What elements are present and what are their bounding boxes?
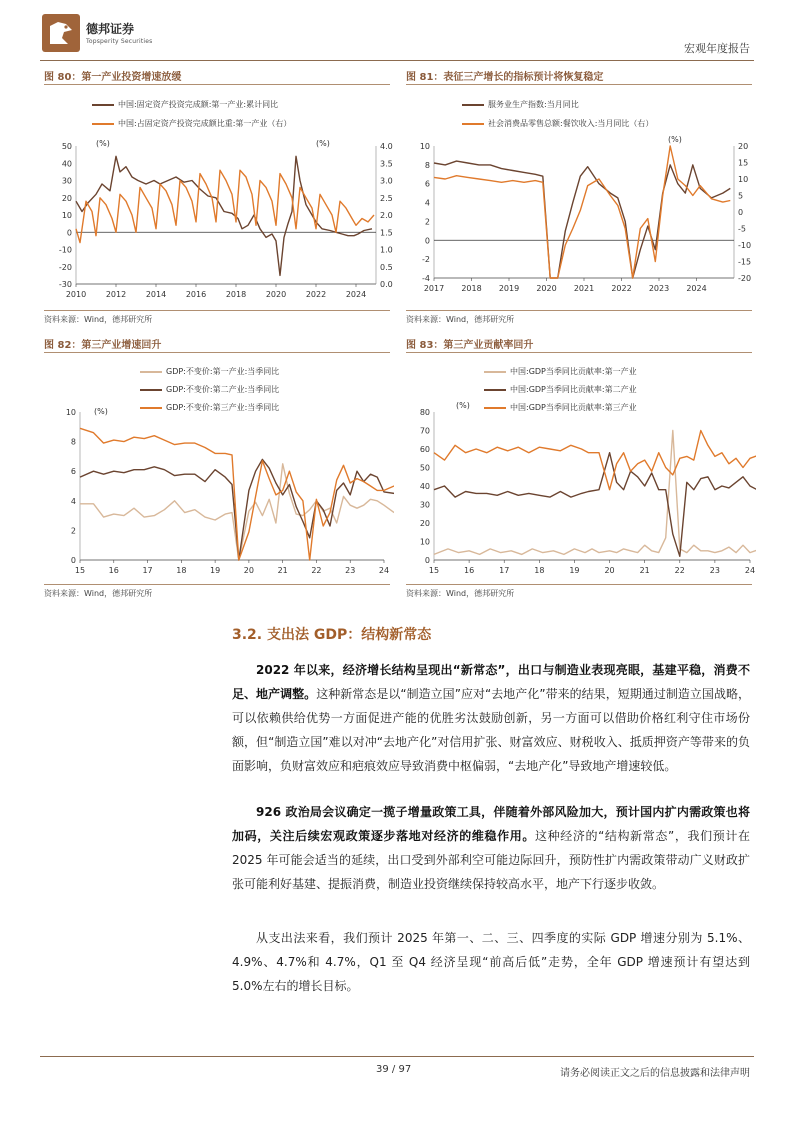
- y-tick-label-left: 0: [424, 556, 430, 565]
- figure-82-legend-1: [140, 366, 279, 377]
- x-tick-label: 18: [534, 566, 545, 575]
- legend-label: 中国:占固定资产投资完成额比重:第一产业（右）: [118, 119, 292, 128]
- y-tick-label-right: 2.5: [380, 193, 393, 203]
- y-tick-label-left: 2: [424, 217, 430, 227]
- legend-swatch: [140, 371, 162, 373]
- x-tick-label: 2019: [498, 284, 520, 293]
- y-tick-label-right: 1.0: [380, 245, 393, 255]
- series-line-1: [76, 156, 372, 275]
- y-tick-label-left: 70: [419, 426, 430, 436]
- y-tick-label-left: 0: [66, 228, 72, 238]
- figure-83-rule: [406, 352, 752, 353]
- series-line-3: [80, 428, 394, 560]
- figure-83-chart: [406, 402, 756, 580]
- figure-82-source: 资料来源：Wind，德邦研究所: [44, 589, 153, 598]
- figure-80-source: 资料来源：Wind，德邦研究所: [44, 315, 153, 324]
- y-tick-label-left: 6: [424, 179, 430, 189]
- series-line-2: [434, 453, 756, 557]
- figure-80-title: 图 80：第一产业投资增速放缓: [44, 72, 182, 83]
- x-tick-label: 2016: [185, 290, 207, 299]
- unit-label-left: (%): [94, 407, 108, 416]
- y-tick-label-left: -2: [422, 255, 430, 265]
- x-tick-label: 2024: [686, 284, 707, 293]
- report-type: 宏观年度报告: [684, 42, 750, 55]
- x-tick-label: 21: [277, 566, 288, 575]
- series-line-1: [434, 431, 756, 555]
- figure-83-legend-1: [484, 366, 637, 377]
- figure-82-title: 图 82：第三产业增速回升: [44, 340, 162, 351]
- x-tick-label: 16: [464, 566, 475, 575]
- x-tick-label: 19: [569, 566, 580, 575]
- series-line-2: [434, 146, 730, 278]
- header-rule: [40, 60, 754, 61]
- x-tick-label: 2020: [265, 290, 287, 299]
- x-tick-label: 19: [210, 566, 221, 575]
- x-tick-label: 24: [744, 566, 756, 575]
- figure-82-legend-2: [140, 384, 279, 395]
- figure-81-source: 资料来源：Wind，德邦研究所: [406, 315, 515, 324]
- x-tick-label: 20: [604, 566, 615, 575]
- series-line-2: [76, 170, 374, 242]
- paragraph-2: [232, 800, 750, 896]
- figure-81-chart: [406, 134, 756, 306]
- paragraph-2-bold: 926 政治局会议确定一揽子增量政策工具，伴随着外部风险加大，预计国内扩内需政策也将加码，关注后续宏观政策逐步落地对经济的维稳作用。: [232, 805, 750, 843]
- y-tick-label-right: 0.0: [380, 280, 393, 289]
- logo-name-en: Topsperity Securities: [86, 38, 153, 45]
- logo-mark-icon: [42, 14, 80, 52]
- y-tick-label-right: 10: [738, 175, 749, 184]
- x-tick-label: 2018: [225, 290, 247, 299]
- y-tick-label-left: 20: [61, 193, 72, 203]
- figure-81-title: 图 81：表征三产增长的指标预计将恢复稳定: [406, 72, 604, 83]
- x-tick-label: 2012: [105, 290, 127, 299]
- y-tick-label-left: 30: [419, 500, 430, 510]
- y-tick-label-left: 10: [419, 537, 430, 547]
- legend-swatch: [92, 123, 114, 125]
- x-tick-label: 18: [176, 566, 187, 575]
- paragraph-1-bold: 2022 年以来，经济增长结构呈现出“新常态”，出口与制造业表现亮眼，基建平稳，消费不足、地产调整。: [232, 663, 750, 701]
- figure-83-source: 资料来源：Wind，德邦研究所: [406, 589, 515, 598]
- figure-81-bottom-rule: [406, 310, 752, 311]
- y-tick-label-left: -30: [58, 280, 72, 289]
- y-tick-label-right: 2.0: [380, 211, 393, 220]
- figure-80-legend-2: [92, 118, 291, 129]
- x-tick-label: 17: [142, 566, 153, 575]
- y-tick-label-right: 4.0: [380, 142, 393, 151]
- paragraph-3-text: 从支出法来看，我们预计 2025 年第一、二、三、四季度的实际 GDP 增速分别为 5.1%、4.9%、4.7%和 4.7%，Q1 至 Q4 经济呈现“前高后低”走势，全年 GDP 增速预计有望达到 5.0%左右的增长目标。: [232, 931, 750, 993]
- legend-label: 服务业生产指数:当月同比: [488, 100, 579, 109]
- paragraph-3: [232, 926, 750, 998]
- paragraph-1: [232, 658, 750, 778]
- figure-81-rule: [406, 84, 752, 85]
- y-tick-label-right: -15: [738, 257, 752, 267]
- legend-label: 中国:GDP当季同比贡献率:第三产业: [510, 403, 637, 412]
- x-tick-label: 23: [709, 566, 720, 575]
- y-tick-label-right: 3.5: [380, 159, 393, 169]
- x-tick-label: 22: [311, 566, 322, 575]
- x-tick-label: 2022: [305, 290, 327, 299]
- legend-label: 中国:固定资产投资完成额:第一产业:累计同比: [118, 100, 279, 109]
- figure-82-chart: [44, 402, 394, 580]
- x-tick-label: 16: [108, 566, 119, 575]
- y-tick-label-left: 50: [61, 142, 72, 151]
- y-tick-label-left: 8: [70, 437, 76, 447]
- x-tick-label: 2021: [573, 284, 595, 293]
- unit-label-right: (%): [316, 139, 330, 148]
- y-tick-label-left: 30: [61, 176, 72, 186]
- x-tick-label: 2010: [65, 290, 87, 299]
- figure-80-bottom-rule: [44, 310, 390, 311]
- footer-rule: [40, 1056, 754, 1057]
- figure-83-title: 图 83：第三产业贡献率回升: [406, 340, 534, 351]
- y-tick-label-left: -20: [58, 262, 72, 272]
- unit-label-left: (%): [456, 402, 470, 410]
- y-tick-label-right: 15: [738, 158, 749, 168]
- figure-81-legend-2: [462, 118, 653, 129]
- y-tick-label-right: -5: [738, 224, 746, 234]
- figure-83-legend-2: [484, 384, 637, 395]
- figure-81-legend-1: [462, 99, 579, 110]
- figure-82-rule: [44, 352, 390, 353]
- legend-swatch: [462, 123, 484, 125]
- figure-80-legend-1: [92, 99, 278, 110]
- page-number: 39 / 97: [376, 1064, 412, 1075]
- y-tick-label-right: 0: [738, 208, 744, 217]
- y-tick-label-left: 2: [70, 526, 76, 536]
- y-tick-label-left: 80: [419, 408, 430, 417]
- figure-82-bottom-rule: [44, 584, 390, 585]
- legend-swatch: [92, 104, 114, 106]
- legend-swatch: [140, 389, 162, 391]
- figure-83-bottom-rule: [406, 584, 752, 585]
- x-tick-label: 2018: [461, 284, 482, 293]
- legend-label: 社会消费品零售总额:餐饮收入:当月同比（右）: [488, 119, 654, 128]
- y-tick-label-left: 0: [70, 556, 76, 565]
- x-tick-label: 2020: [536, 284, 557, 293]
- y-tick-label-right: -10: [738, 241, 752, 250]
- figure-80-rule: [44, 84, 390, 85]
- y-tick-label-left: 4: [424, 198, 430, 208]
- paragraph-1-text: 这种新常态是以“制造立国”应对“去地产化”带来的结果，短期通过制造立国战略，可以依赖供给优势一方面促进产能的优胜劣汰鼓励创新，另一方面可以借助价格红利守住市场份额，但“制造立国”难以对冲“去地产化”对信用扩张、财富效应、财税收入、抵质押资产等带来的负面影响，负财富效应和疤痕效应导致消费中枢偏弱，“去地产化”导致地产增速较低。: [232, 687, 750, 773]
- page-header: [0, 0, 794, 62]
- legend-label: 中国:GDP当季同比贡献率:第一产业: [510, 367, 637, 376]
- legend-swatch: [484, 371, 506, 373]
- y-tick-label-right: 5: [738, 191, 744, 201]
- figure-80-chart: [44, 134, 394, 306]
- x-tick-label: 15: [428, 566, 440, 575]
- footer-disclaimer: 请务必阅读正文之后的信息披露和法律声明: [560, 1068, 750, 1079]
- unit-label-right: (%): [668, 135, 682, 144]
- x-tick-label: 2024: [345, 290, 367, 299]
- y-tick-label-left: 40: [61, 159, 72, 169]
- y-tick-label-right: 20: [738, 142, 749, 151]
- y-tick-label-left: 40: [419, 482, 430, 491]
- y-tick-label-left: 10: [65, 408, 76, 417]
- paragraph-2-text: 这种经济的“结构新常态”，我们预计在 2025 年可能会适当的延续，出口受到外部利空可能边际回升，预防性扩内需政策带动广义财政扩张可能利好基建、提振消费，制造业投资继续保持较高水平，地产下行逐步收敛。: [232, 829, 750, 891]
- y-tick-label-left: 0: [424, 236, 430, 246]
- x-tick-label: 15: [74, 566, 86, 575]
- x-tick-label: 2014: [145, 290, 167, 299]
- legend-swatch: [462, 104, 484, 106]
- y-tick-label-right: 1.5: [380, 228, 393, 238]
- y-tick-label-right: 0.5: [380, 262, 393, 272]
- legend-label: GDP:不变价:第一产业:当季同比: [166, 367, 280, 376]
- y-tick-label-left: 10: [61, 211, 72, 220]
- section-heading: 3.2. 支出法 GDP：结构新常态: [232, 627, 432, 643]
- y-tick-label-left: 4: [70, 496, 76, 506]
- y-tick-label-left: 6: [70, 467, 76, 477]
- y-tick-label-right: 3.0: [380, 176, 393, 186]
- x-tick-label: 21: [639, 566, 650, 575]
- y-tick-label-left: -4: [422, 274, 430, 283]
- x-tick-label: 20: [243, 566, 254, 575]
- y-tick-label-left: 10: [419, 142, 430, 151]
- y-tick-label-left: 8: [424, 160, 430, 170]
- x-tick-label: 17: [499, 566, 510, 575]
- logo-name-cn: 德邦证券: [86, 22, 135, 36]
- y-tick-label-left: 20: [419, 519, 430, 528]
- x-tick-label: 2023: [648, 284, 670, 293]
- unit-label-left: (%): [96, 139, 110, 148]
- legend-label: GDP:不变价:第三产业:当季同比: [166, 403, 280, 412]
- company-logo: [42, 14, 80, 52]
- x-tick-label: 22: [674, 566, 685, 575]
- x-tick-label: 2022: [611, 284, 632, 293]
- legend-label: 中国:GDP当季同比贡献率:第二产业: [510, 385, 637, 394]
- y-tick-label-left: 50: [419, 463, 430, 473]
- legend-swatch: [484, 389, 506, 391]
- y-tick-label-left: 60: [419, 445, 430, 454]
- y-tick-label-right: -20: [738, 274, 752, 283]
- series-line-3: [434, 431, 756, 490]
- legend-label: GDP:不变价:第二产业:当季同比: [166, 385, 280, 394]
- x-tick-label: 24: [378, 566, 390, 575]
- y-tick-label-left: -10: [58, 245, 72, 255]
- x-tick-label: 23: [345, 566, 356, 575]
- x-tick-label: 2017: [423, 284, 445, 293]
